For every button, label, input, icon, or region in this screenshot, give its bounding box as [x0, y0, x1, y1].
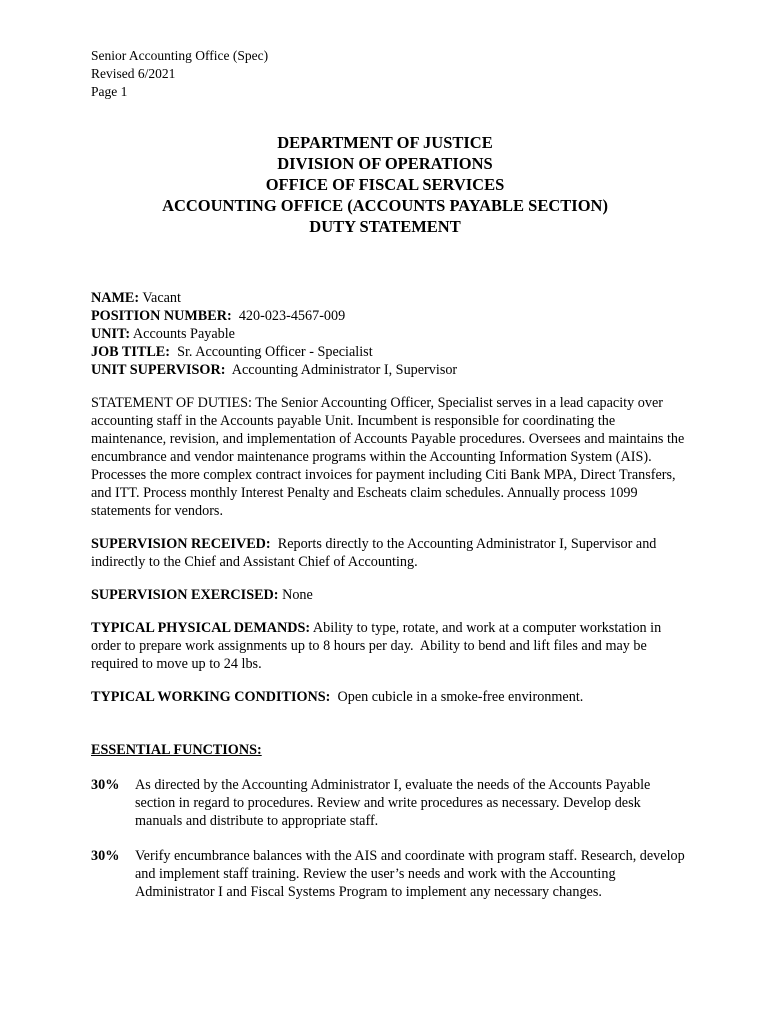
title-section: ACCOUNTING OFFICE (ACCOUNTS PAYABLE SECTION) [162, 196, 608, 215]
field-position-number [91, 307, 691, 325]
working-conditions-text: Open cubicle in a smoke-free environment. [330, 689, 584, 705]
physical-demands [91, 619, 691, 673]
supervision-exercised-label: SUPERVISION EXERCISED: [91, 587, 279, 603]
supervision-received [91, 535, 691, 571]
essential-functions-heading: ESSENTIAL FUNCTIONS: [91, 742, 262, 758]
statement-of-duties: STATEMENT OF DUTIES: The Senior Accounting Officer, Specialist serves in a lead capacity over accounting staff in the Accounts payable Unit. Incumbent is responsible for coordinating the maintenance, revision, and implementation of Accounts Payable procedures. Oversees and maintains the encumbrance and vendor maintenance programs within the Accounting Information System (AIS). Processes the more complex contract invoices for payment including Citi Bank MPA, Direct Transfers, and ITT. Process monthly Interest Penalty and Escheats claim schedules. Annually process 1099 statements for vendors. [91, 395, 685, 519]
working-conditions-label: TYPICAL WORKING CONDITIONS: [91, 689, 331, 705]
field-job-value: Sr. Accounting Officer - Specialist [169, 344, 373, 360]
field-job-label: JOB TITLE: [91, 344, 170, 360]
title-duty-statement: DUTY STATEMENT [309, 217, 461, 236]
physical-demands-text: Ability to type, rotate, and work at a computer workstation in order to prepare work assignments up to 8 hours per day. Ability to bend and lift files and may be required to move up to 24 lbs. [91, 620, 665, 672]
field-unit [91, 325, 691, 343]
field-supervisor-value: Accounting Administrator I, Supervisor [225, 362, 458, 378]
essential-function-item [91, 776, 691, 830]
document-title-block [0, 132, 770, 237]
working-conditions [91, 688, 691, 706]
function-description: As directed by the Accounting Administrator I, evaluate the needs of the Accounts Payable section in regard to procedures. Review and write procedures as necessary. Develop desk manuals and distribute to appropriate staff. [135, 777, 651, 829]
essential-function-item [91, 847, 691, 901]
header-spec-line: Senior Accounting Office (Spec) [91, 48, 269, 63]
supervision-exercised [91, 586, 691, 604]
supervision-received-text: Reports directly to the Accounting Administrator I, Supervisor and indirectly to the Chief and Assistant Chief of Accounting. [91, 536, 660, 570]
page-header [91, 47, 691, 101]
function-percentage: 30% [91, 848, 120, 864]
field-unit-label: UNIT: [91, 326, 131, 342]
field-position-label: POSITION NUMBER: [91, 308, 232, 324]
field-unit-supervisor [91, 361, 691, 379]
title-department: DEPARTMENT OF JUSTICE [277, 133, 493, 152]
field-name [91, 289, 691, 307]
field-name-label: NAME: [91, 290, 140, 306]
position-fields [91, 289, 691, 379]
title-office: OFFICE OF FISCAL SERVICES [265, 175, 505, 194]
field-unit-value: Accounts Payable [130, 326, 235, 342]
title-division: DIVISION OF OPERATIONS [277, 154, 493, 173]
supervision-exercised-text: None [278, 587, 313, 603]
physical-demands-label: TYPICAL PHYSICAL DEMANDS: [91, 620, 311, 636]
supervision-received-label: SUPERVISION RECEIVED: [91, 536, 271, 552]
function-description: Verify encumbrance balances with the AIS and coordinate with program staff. Research, develop and implement staff training. Review the user’s needs and work with the Accounting Administrator I and Fiscal Systems Program to implement any necessary changes. [135, 848, 685, 900]
field-job-title [91, 343, 691, 361]
field-position-value: 420-023-4567-009 [231, 308, 346, 324]
function-percentage: 30% [91, 777, 120, 793]
field-name-value: Vacant [139, 290, 181, 306]
document-body [91, 289, 691, 901]
field-supervisor-label: UNIT SUPERVISOR: [91, 362, 226, 378]
header-revised-line: Revised 6/2021 [91, 66, 176, 81]
header-page-line: Page 1 [91, 84, 128, 99]
